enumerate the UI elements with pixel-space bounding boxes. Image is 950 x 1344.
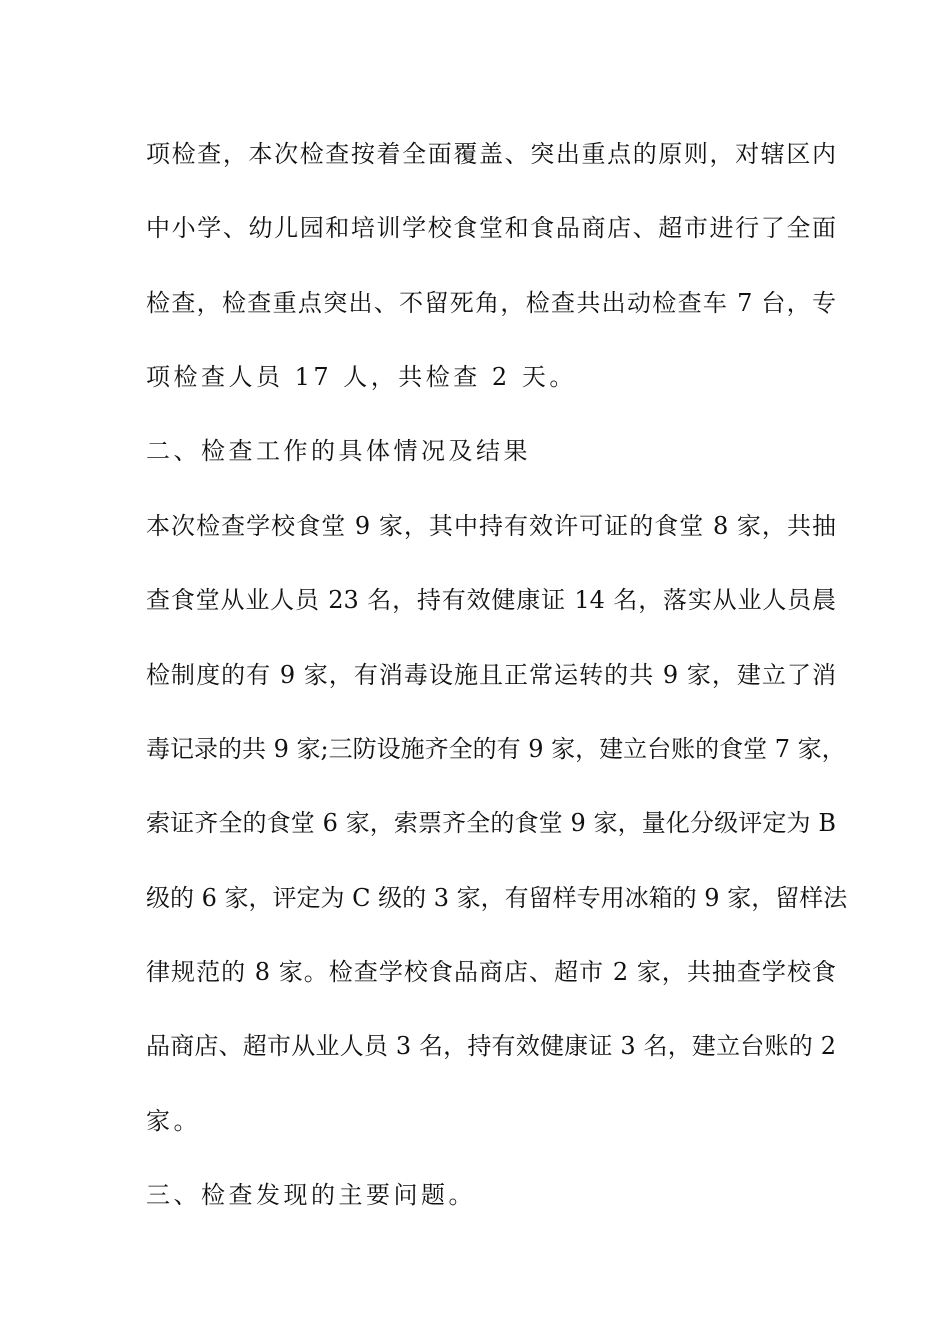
paragraph-line-11: 级的 6 家，评定为 C 级的 3 家，有留样专用冰箱的 9 家，留样法 <box>146 884 848 912</box>
paragraph-line-4: 项检查人员 17 人，共检查 2 天。 <box>146 363 577 391</box>
section-heading-2: 二、检查工作的具体情况及结果 <box>146 437 531 465</box>
section-heading-3: 三、检查发现的主要问题。 <box>146 1181 476 1209</box>
paragraph-line-8: 检制度的有 9 家，有消毒设施且正常运转的共 9 家，建立了消 <box>146 661 836 689</box>
paragraph-line-14: 家。 <box>146 1107 201 1135</box>
paragraph-line-6: 本次检查学校食堂 9 家，其中持有效许可证的食堂 8 家，共抽 <box>146 512 836 540</box>
paragraph-line-13: 品商店、超市从业人员 3 名，持有效健康证 3 名，建立台账的 2 <box>146 1032 836 1060</box>
paragraph-line-3: 检查，检查重点突出、不留死角，检查共出动检查车 7 台，专 <box>146 289 836 317</box>
paragraph-line-12: 律规范的 8 家。检查学校食品商店、超市 2 家，共抽查学校食 <box>146 958 836 986</box>
paragraph-line-1: 项检查，本次检查按着全面覆盖、突出重点的原则，对辖区内 <box>146 140 836 168</box>
paragraph-line-10: 索证齐全的食堂 6 家，索票齐全的食堂 9 家，量化分级评定为 B <box>146 809 836 837</box>
paragraph-line-7: 查食堂从业人员 23 名，持有效健康证 14 名，落实从业人员晨 <box>146 586 836 614</box>
paragraph-line-9: 毒记录的共 9 家;三防设施齐全的有 9 家，建立台账的食堂 7 家， <box>146 735 846 763</box>
paragraph-line-2: 中小学、幼儿园和培训学校食堂和食品商店、超市进行了全面 <box>146 214 836 242</box>
